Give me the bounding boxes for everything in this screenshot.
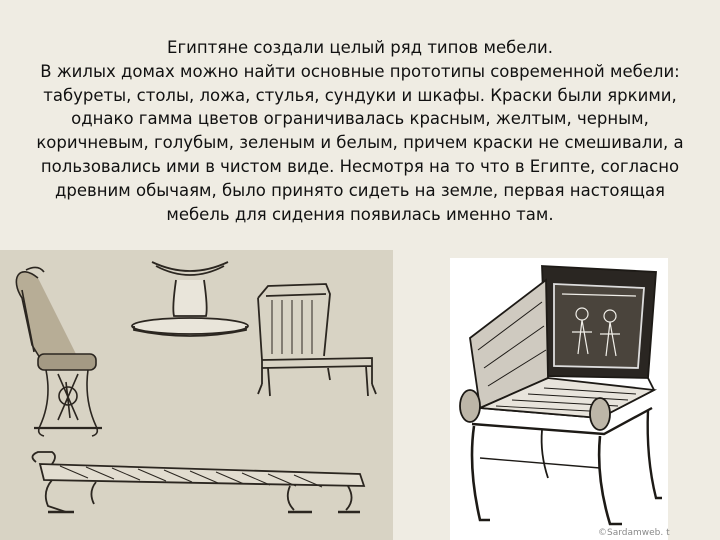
throne-chair-illustration	[450, 258, 668, 540]
watermark: ©Sardamweb. t	[598, 528, 670, 538]
simple-chair-drawing	[258, 284, 376, 396]
text-line-1: Египтяне создали целый ряд типов мебели.	[167, 38, 553, 57]
text-line-4: однако гамма цветов ограничивалась красным, желтым, черным,	[71, 109, 649, 129]
text-line-8: мебель для сидения появилась именно там.	[166, 204, 554, 224]
text-line-3: табуреты, столы, ложа, стулья, сундуки и шкафы. Краски были яркими,	[43, 85, 677, 105]
text-line-6: пользовались ими в чистом виде. Несмотря на то что в Египте, согласно	[40, 156, 680, 176]
bed-drawing	[32, 452, 364, 512]
ornate-chair-drawing	[16, 267, 102, 436]
text-line-7: древним обычаям, было принято сидеть на земле, первая настоящая	[55, 180, 665, 200]
throne-chair-drawing	[450, 258, 668, 540]
furniture-drawings	[0, 250, 393, 540]
slide-text	[6, 36, 714, 226]
text-line-5: коричневым, голубым, зеленым и белым, причем краски не смешивали, а	[36, 133, 684, 153]
headrest-drawing	[132, 262, 248, 336]
furniture-illustration-group	[0, 250, 393, 540]
text-line-2: В жилых домах можно найти основные прототипы современной мебели:	[40, 61, 680, 81]
